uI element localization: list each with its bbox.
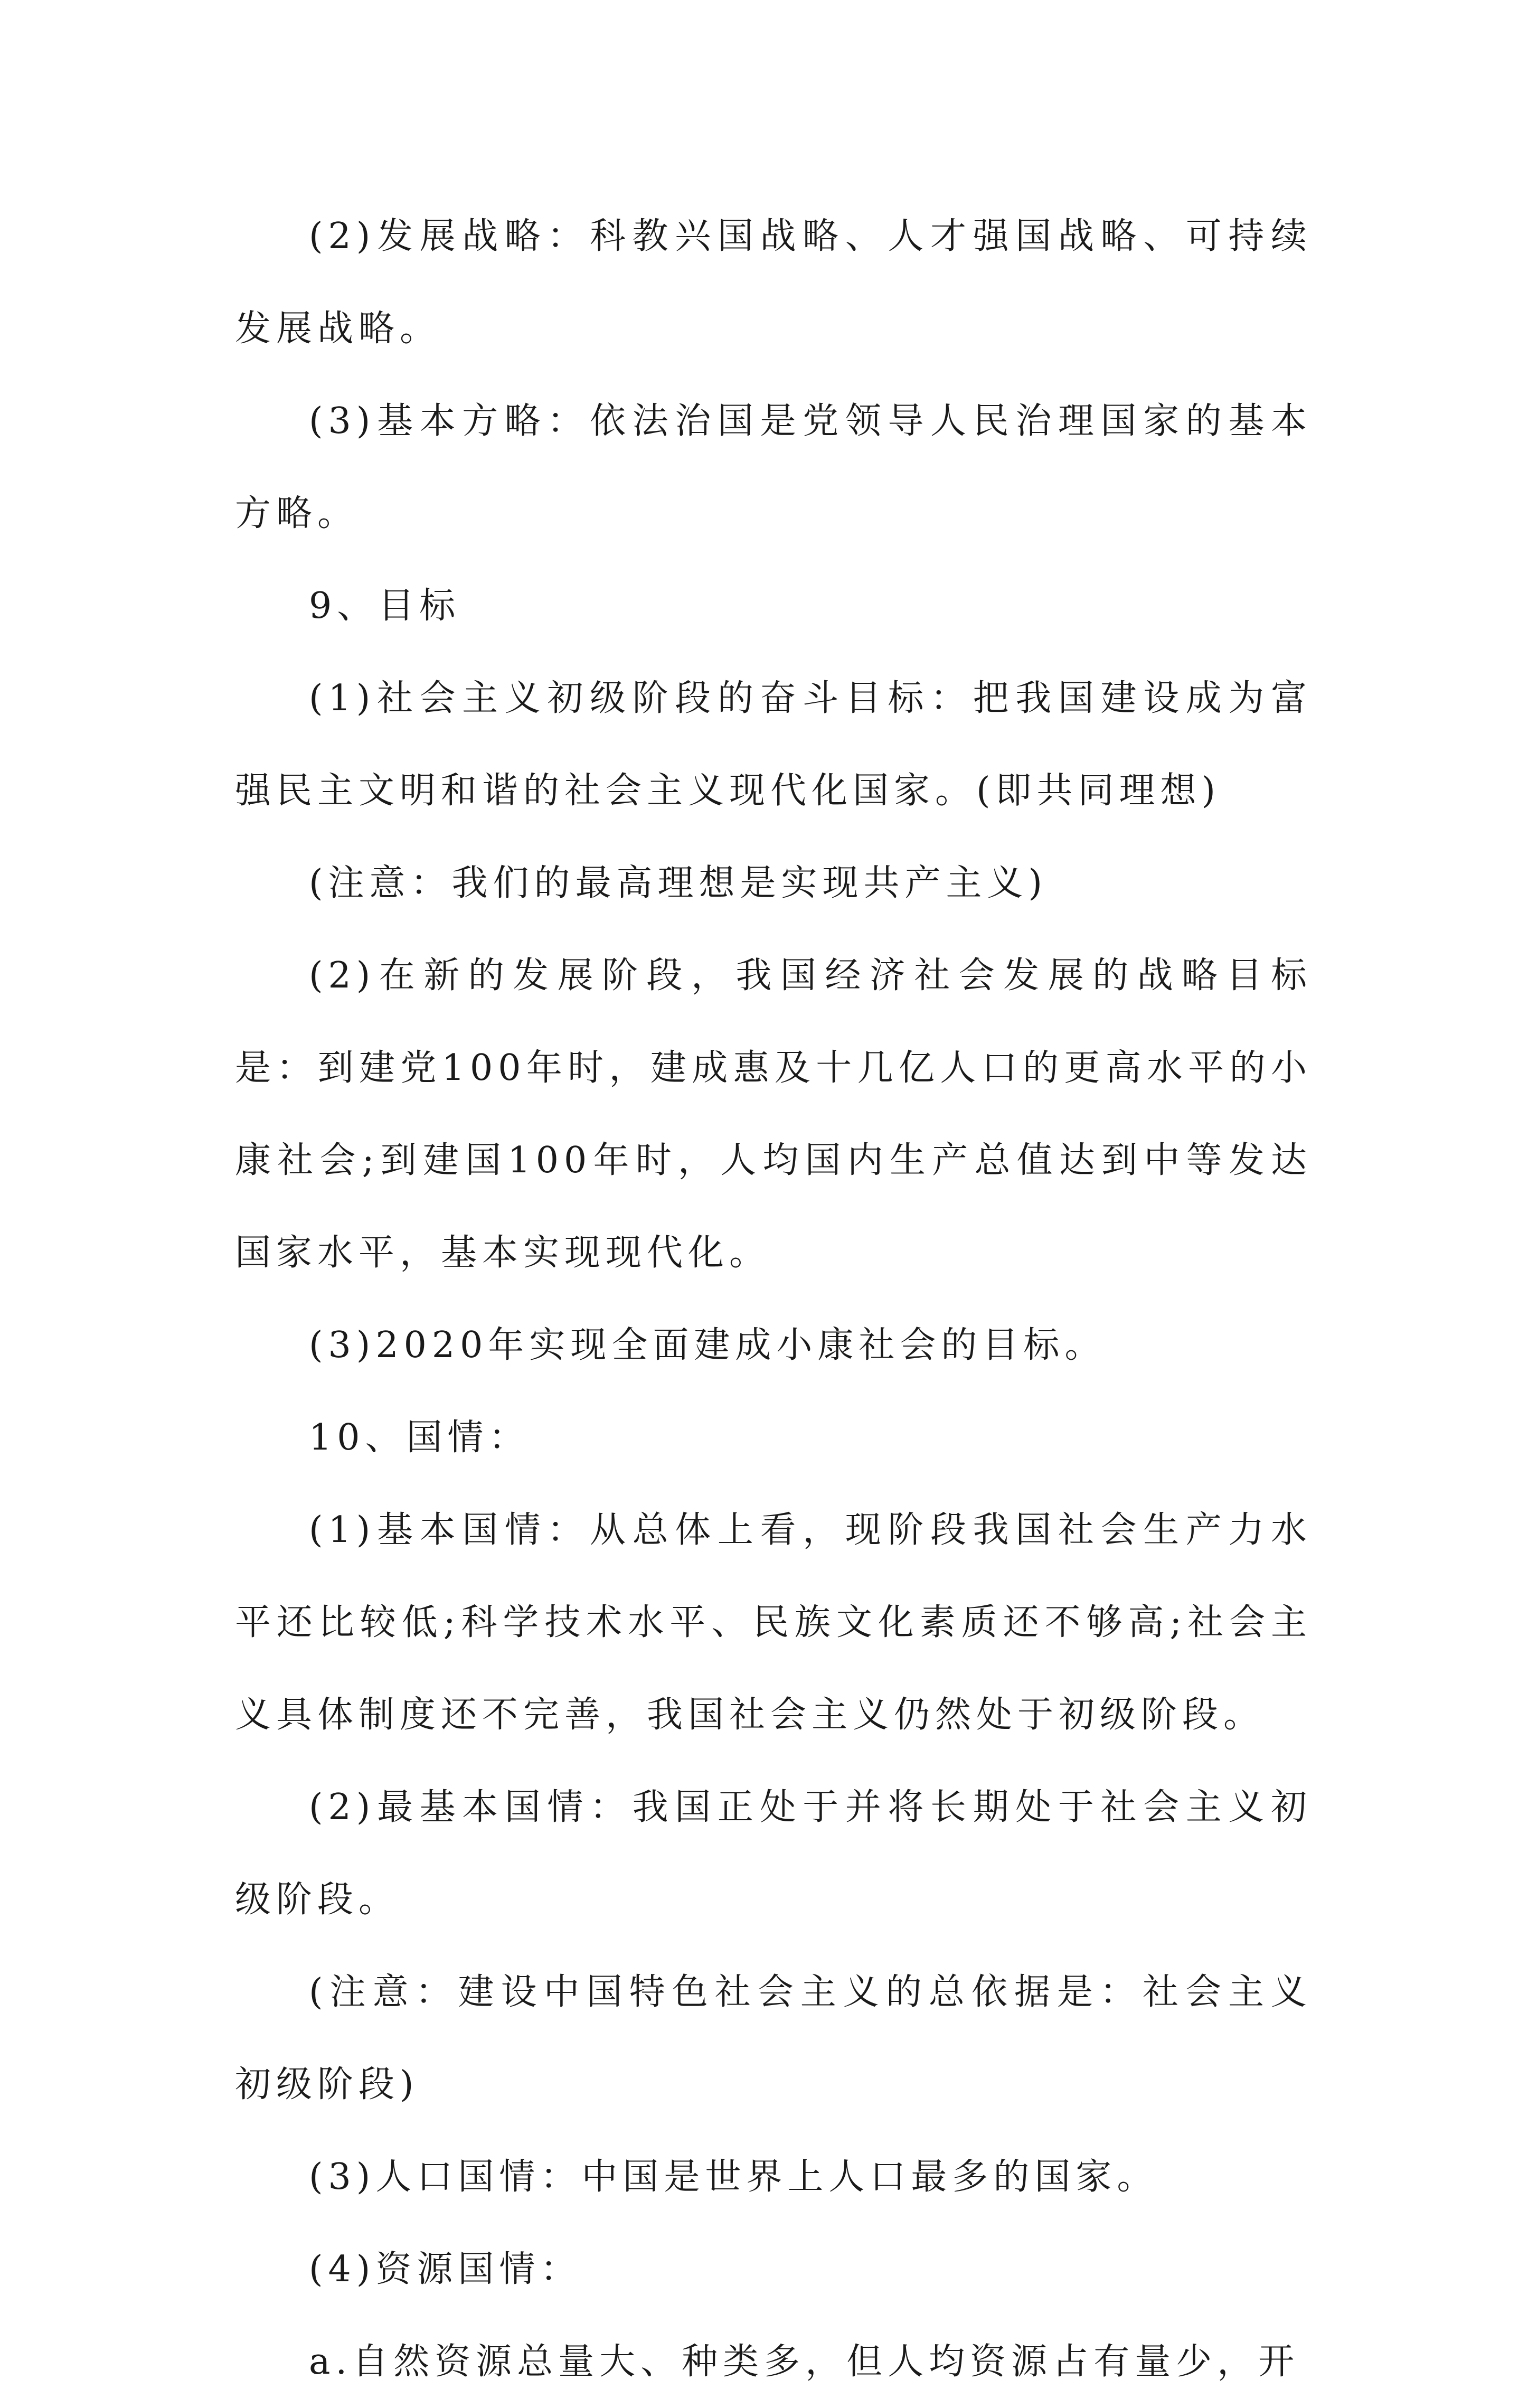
paragraph-2020-goal: (3)2020年实现全面建成小康社会的目标。 (309, 1324, 1106, 1366)
paragraph-note-general-basis: (注意：建设中国特色社会主义的总依据是：社会主义初级阶段) (235, 1971, 1312, 2105)
paragraph-struggle-goal: (1)社会主义初级阶段的奋斗目标：把我国建设成为富强民主文明和谐的社会主义现代化国家。(即共同理想) (235, 678, 1312, 812)
paragraph-development-strategy: (2)发展战略：科教兴国战略、人才强国战略、可持续发展战略。 (235, 215, 1312, 350)
heading-national-conditions: 10、国情： (309, 1417, 530, 1459)
paragraph-note-highest-ideal: (注意：我们的最高理想是实现共产主义) (309, 862, 1048, 904)
paragraph-basic-condition: (1)基本国情：从总体上看，现阶段我国社会生产力水平还比较低;科学技术水平、民族文化素质还不够高;社会主义具体制度还不完善，我国社会主义仍然处于初级阶段。 (235, 1509, 1312, 1736)
paragraph-basic-strategy: (3)基本方略：依法治国是党领导人民治理国家的基本方略。 (235, 400, 1312, 534)
paragraph-most-basic-condition: (2)最基本国情：我国正处于并将长期处于社会主义初级阶段。 (235, 1786, 1312, 1921)
paragraph-natural-resources: a.自然资源总量大、种类多，但人均资源占有量少，开 (309, 2341, 1300, 2383)
paragraph-population-condition: (3)人口国情：中国是世界上人口最多的国家。 (309, 2156, 1158, 2198)
paragraph-resource-condition: (4)资源国情： (309, 2249, 582, 2290)
document-body (235, 190, 1312, 2408)
heading-goals: 9、目标 (309, 585, 461, 627)
paragraph-strategic-goal: (2)在新的发展阶段，我国经济社会发展的战略目标是：到建党100年时，建成惠及十几亿人口的更高水平的小康社会;到建国100年时，人均国内生产总值达到中等发达国家水平，基本实现现代化。 (235, 955, 1312, 1274)
